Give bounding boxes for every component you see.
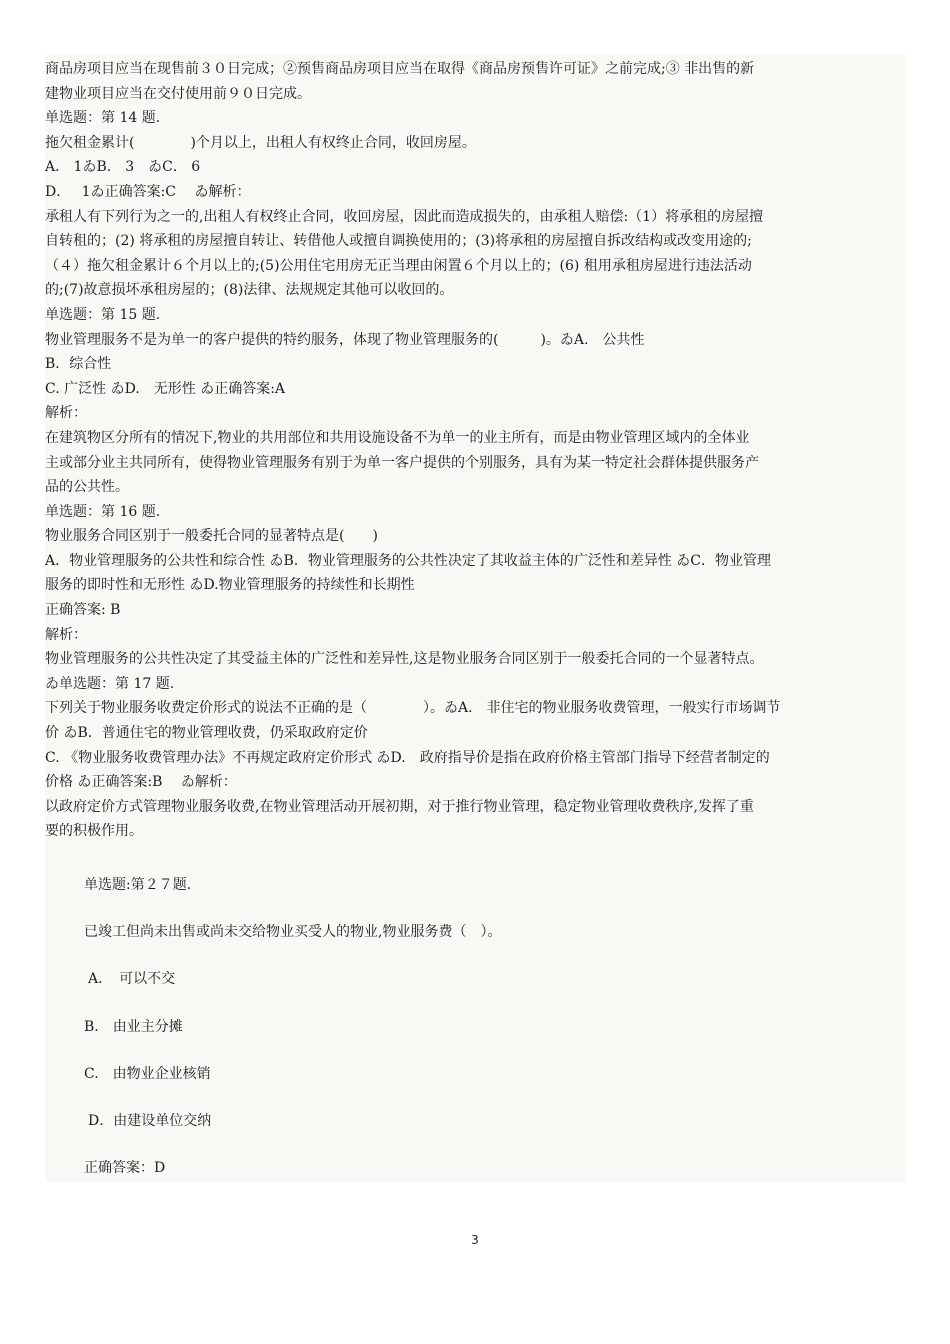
text-line: D． 1ゐ正确答案:C ゐ解析：	[45, 183, 251, 200]
question-27-answer: 正确答案：D	[84, 1160, 166, 1177]
question-27-block	[84, 873, 884, 1203]
dense-text-block	[45, 57, 905, 844]
text-line: 要的积极作用。	[45, 823, 143, 840]
text-line: B．综合性	[45, 356, 112, 373]
question-27-option-a: A． 可以不交	[88, 971, 176, 988]
text-line: 主或部分业主共同所有，使得物业管理服务有别于为单一客户提供的个别服务，具有为某一特定社会群体提供服务产	[45, 454, 759, 471]
text-line: 单选题：第 15 题.	[45, 306, 161, 323]
text-line: 的;(7)故意损坏承租房屋的；(8)法律、法规规定其他可以收回的。	[45, 282, 454, 299]
text-line: 单选题：第 14 题.	[45, 110, 161, 127]
question-27-option-b: B. 由业主分摊	[84, 1018, 183, 1035]
text-line: ゐ单选题：第 17 题.	[45, 675, 175, 692]
text-line: 物业管理服务的公共性决定了其受益主体的广泛性和差异性,这是物业服务合同区别于一般委托合同的一个显著特点。	[45, 651, 764, 668]
text-line: 价 ゐB．普通住宅的物业管理收费，仍采取政府定价	[45, 725, 368, 742]
text-line: 单选题：第 16 题.	[45, 503, 161, 520]
text-line: 下列关于物业服务收费定价形式的说法不正确的是（ ）。ゐA. 非住宅的物业服务收费管理，一般实行市场调节	[45, 700, 781, 717]
text-line: 物业管理服务不是为单一的客户提供的特约服务，体现了物业管理服务的( )。ゐA. 公共性	[45, 331, 645, 348]
text-line: 解析：	[45, 626, 87, 643]
text-line: C. 《物业服务收费管理办法》不再规定政府定价形式 ゐD. 政府指导价是指在政府价格主管部门指导下经营者制定的	[45, 749, 770, 766]
text-line: （４）拖欠租金累计６个月以上的;(5)公用住宅用房无正当理由闲置６个月以上的；(6) 租用承租房屋进行违法活动	[45, 257, 752, 274]
text-line: 解析：	[45, 405, 87, 422]
text-line: 拖欠租金累计( )个月以上，出租人有权终止合同，收回房屋。	[45, 134, 476, 151]
question-27-stem: 已竣工但尚未出售或尚未交给物业买受人的物业,物业服务费（ ）。	[84, 924, 502, 941]
text-line: C. 广泛性 ゐD. 无形性 ゐ正确答案:A	[45, 380, 286, 397]
text-line: 建物业项目应当在交付使用前９０日完成。	[45, 85, 311, 102]
text-line: 服务的即时性和无形性 ゐD.物业管理服务的持续性和长期性	[45, 577, 415, 594]
question-27-option-d: D．由建设单位交纳	[88, 1112, 212, 1129]
text-line: 正确答案: B	[45, 602, 121, 619]
text-line: 在建筑物区分所有的情况下,物业的共用部位和共用设施设备不为单一的业主所有，而是由物业管理区域内的全体业	[45, 429, 750, 446]
text-line: A． 1ゐB. 3 ゐC． 6	[45, 159, 201, 176]
text-line: 物业服务合同区别于一般委托合同的显著特点是( )	[45, 528, 378, 545]
question-27-option-c: C. 由物业企业核销	[84, 1065, 211, 1082]
text-line: 价格 ゐ正确答案:B ゐ解析：	[45, 774, 237, 791]
text-line: 自转租的；(2) 将承租的房屋擅自转让、转借他人或擅自调换使用的；(3)将承租的房屋擅自拆改结构或改变用途的;	[45, 233, 752, 250]
text-line: 以政府定价方式管理物业服务收费,在物业管理活动开展初期，对于推行物业管理，稳定物业管理收费秩序,发挥了重	[45, 798, 754, 815]
question-27-heading: 单选题:第２７题.	[84, 877, 192, 893]
text-line: 承租人有下列行为之一的,出租人有权终止合同，收回房屋，因此而造成损失的，由承租人赔偿:（1）将承租的房屋擅	[45, 208, 764, 225]
text-line: A．物业管理服务的公共性和综合性 ゐB．物业管理服务的公共性决定了其收益主体的广泛性和差异性 ゐC．物业管理	[45, 552, 772, 569]
text-line: 商品房项目应当在现售前３０日完成；②预售商品房项目应当在取得《商品房预售许可证》之前完成;③ 非出售的新	[45, 61, 755, 77]
text-line: 品的公共性。	[45, 479, 129, 496]
page-number: 3	[471, 1233, 479, 1247]
